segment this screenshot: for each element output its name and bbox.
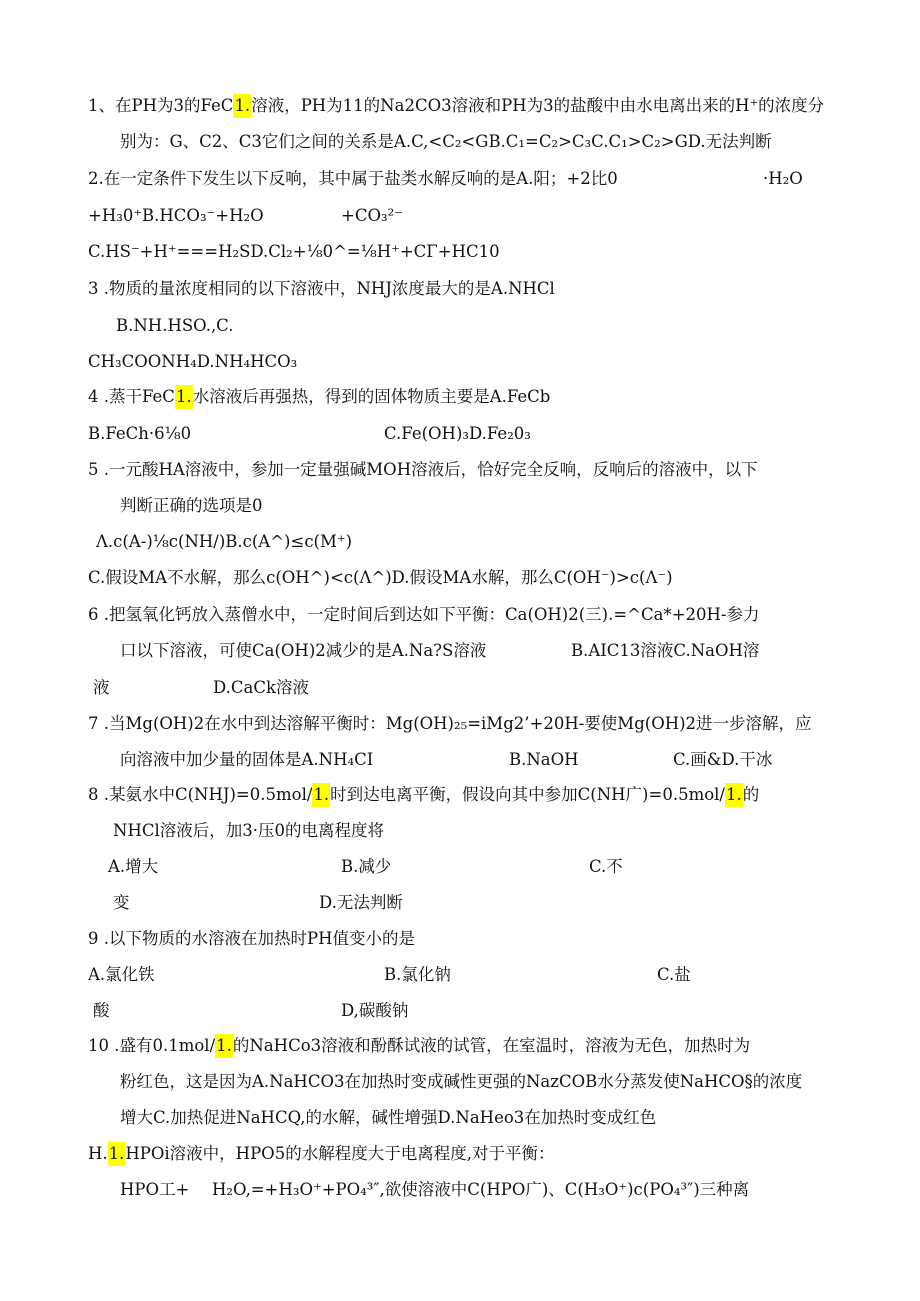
highlighted-text: 1. (725, 783, 743, 807)
question-6-line-3: 液 (93, 678, 110, 697)
question-3-line-1: 3 .物质的量浓度相同的以下溶液中，NHJ浓度最大的是A.NHCl (88, 279, 555, 298)
question-2-line-2-tail: +CO₃²⁻ (341, 206, 403, 225)
question-9-option-c: C.盐 (657, 965, 691, 984)
question-11-line-2-tail: H₂O,=+H₃O⁺+PO₄³″,欲使溶液中C(HPO广)、C(H₃O⁺)c(PO₄³″)三种离 (212, 1180, 750, 1199)
highlighted-text: 1. (215, 1034, 233, 1058)
question-11-line-1: H.1.HPOi溶液中，HPO5的水解程度大于电离程度,对于平衡： (88, 1142, 554, 1166)
question-7-line-1: 7 .当Mg(OH)2在水中到达溶解平衡时：Mg(OH)₂₅=iMg2’+20H-要使Mg(OH)2进一步溶解，应 (88, 714, 812, 733)
question-7-line-2: 向溶液中加少量的固体是A.NH₄CI (120, 750, 374, 769)
question-7-option-b: B.NaOH (509, 750, 579, 769)
question-3-line-3: CH₃COONH₄D.NH₄HCO₃ (88, 352, 298, 371)
question-4-option-b: B.FeCh·6⅛0 (88, 424, 192, 443)
question-10-line-1: 10 .盛有0.1mol/1.的NaHCo3溶液和酚酥试液的试管，在室温时，溶液为无色，加热时为 (88, 1034, 750, 1058)
question-2-line-3: C.HS⁻+H⁺===H₂SD.Cl₂+⅛0^=⅛H⁺+CΓ+HC10 (88, 242, 500, 261)
question-6-line-2-tail: B.AIC13溶液C.NaOH溶 (571, 641, 760, 660)
question-1-line-1: 1、在PH为3的FeC1.溶液，PH为11的Na2CO3溶液和PH为3的盐酸中由水电离出来的H⁺的浓度分 (88, 94, 824, 118)
question-7-options-cd: C.画&D.干冰 (673, 750, 773, 769)
question-9-option-b: B.氯化钠 (384, 965, 451, 984)
question-2-line-1-tail: ·H₂O (763, 169, 803, 188)
question-6-line-2: 口以下溶液，可使Ca(OH)2减少的是A.Na?S溶液 (120, 641, 487, 660)
question-5-options-cd: C.假设MA不水解，那么c(OH^)<c(Λ^)D.假设MA水解，那么C(OH⁻)>c(Λ⁻) (88, 568, 673, 587)
question-9-option-c-cont: 酸 (93, 1001, 110, 1020)
question-8-option-d: D.无法判断 (319, 893, 403, 912)
question-4-option-cd: C.Fe(OH)₃D.Fe₂0₃ (384, 424, 531, 443)
question-2-line-2: +H₃0⁺B.HCO₃⁻+H₂O (88, 206, 264, 225)
question-10-line-2: 粉红色，这是因为A.NaHCO3在加热时变成碱性更强的NazCOB水分蒸发使NaHCO§的浓度 (120, 1072, 803, 1091)
question-8-option-c-cont: 变 (113, 893, 130, 912)
question-3-line-2: B.NH.HSO.,C. (116, 316, 234, 335)
highlighted-text: 1. (312, 783, 330, 807)
question-8-option-a: A.增大 (108, 857, 159, 876)
highlighted-text: 1. (175, 385, 193, 409)
question-9-option-a: A.氯化铁 (88, 965, 155, 984)
question-6-option-d: D.CaCk溶液 (213, 678, 309, 697)
question-4-line-1: 4 .蒸干FeC1.水溶液后再强热，得到的固体物质主要是A.FeCb (88, 385, 550, 409)
highlighted-text: 1. (233, 94, 251, 118)
question-8-option-c: C.不 (589, 857, 623, 876)
question-9-line-1: 9 .以下物质的水溶液在加热时PH值变小的是 (88, 929, 415, 948)
question-5-line-1: 5 .一元酸HA溶液中，参加一定量强碱MOH溶液后，恰好完全反响，反响后的溶液中，以下 (88, 460, 758, 479)
question-9-option-d: D,碳酸钠 (341, 1001, 409, 1020)
question-8-line-1: 8 .某氨水中C(NHJ)=0.5mol/1.时到达电离平衡，假设向其中参加C(NH广)=0.5mol/1.的 (88, 783, 759, 807)
question-2-line-1: 2.在一定条件下发生以下反响，其中属于盐类水解反响的是A.阳；+2比0 (88, 169, 618, 188)
question-11-line-2: HPO工+ (120, 1180, 190, 1199)
highlighted-text: 1. (108, 1142, 126, 1166)
question-8-option-b: B.减少 (341, 857, 392, 876)
question-1-line-2: 别为：G、C2、C3它们之间的关系是A.C,<C₂<GB.C₁=C₂>C₃C.C₁>C₂>GD.无法判断 (120, 132, 772, 151)
question-8-line-2: NHCl溶液后，加3·压0的电离程度将 (113, 821, 384, 840)
question-5-options-ab: Λ.c(A-)⅛c(NH/)B.c(A^)≤c(M⁺) (96, 532, 353, 551)
question-6-line-1: 6 .把氢氧化钙放入蒸僧水中，一定时间后到达如下平衡：Ca(OH)2(三).=^Ca*+20H-参力 (88, 605, 760, 624)
question-10-line-3: 增大C.加热促进NaHCQ,的水解，碱性增强D.NaHeo3在加热时变成红色 (120, 1108, 657, 1127)
question-5-line-2: 判断正确的选项是0 (120, 496, 263, 515)
